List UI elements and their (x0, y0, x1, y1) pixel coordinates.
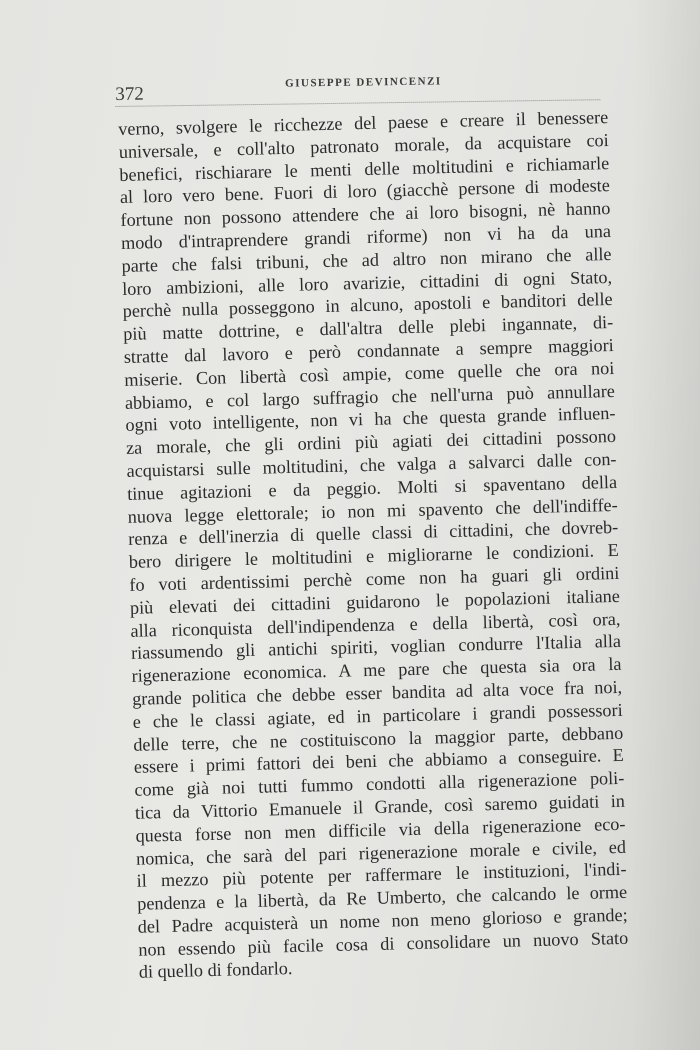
text-line: parte che falsi tribuni, che ad altro non mirano che alle (121, 243, 612, 276)
text-line: universale, e coll'alto patronato morale, da acquistare coi (118, 129, 609, 162)
text-line: questa forse non men difficile via della rigenerazione eco- (135, 813, 626, 846)
page-shadow (630, 0, 700, 1050)
text-line: loro ambizioni, alle loro avarizie, cittadini di ogni Stato, (121, 266, 613, 299)
text-line: ogni voto intelligente, non vi ha che questa grande influen- (125, 403, 616, 436)
text-line: più elevati dei cittadini guidarono le popolazioni italiane (129, 585, 621, 618)
text-line: miserie. Con libertà così ampie, come quelle che ora noi (124, 357, 615, 390)
text-line: fortune non possono attendere che ai loro bisogni, nè hanno (120, 198, 611, 231)
text-line: al loro vero bene. Fuori di loro (giacchè persone di modeste (119, 175, 611, 208)
text-line: alla riconquista dell'indipendenza e della libertà, così ora, (130, 608, 621, 641)
header-rule (115, 99, 600, 107)
text-line: nomica, che sarà del pari rigenerazione morale e civile, ed (135, 836, 627, 869)
text-line: il mezzo più potente per raffermare le instituzioni, l'indi- (136, 859, 627, 892)
page-header (115, 69, 600, 106)
text-line: tica da Vittorio Emanuele il Grande, così saremo guidati in (134, 790, 626, 823)
text-line: benefici, rischiarare le menti delle moltitudini e richiamarle (119, 152, 610, 185)
text-line: bero dirigere le moltitudini e migliorarne le condizioni. E (128, 540, 619, 573)
text-line: più matte dottrine, e dall'altra delle plebi ingannate, di- (123, 312, 614, 345)
text-line: del Padre acquisterà un nome non meno glorioso e grande; (137, 904, 628, 937)
text-line: stratte dal lavoro e però condannate a sempre maggiori (123, 334, 614, 367)
text-line-last: di quello di fondarlo. (138, 958, 293, 983)
text-line: acquistarsi sulle moltitudini, che valga a salvarci dalle con- (126, 448, 617, 481)
text-line: pendenza e la libertà, da Re Umberto, che calcando le orme (136, 881, 628, 914)
text-line: rigenerazione economica. A me pare che questa sia ora la (131, 653, 622, 686)
text-line: delle terre, che ne costituiscono la maggior parte, debbano (133, 722, 624, 755)
page-number: 372 (115, 83, 144, 105)
text-line: modo d'intraprendere grandi riforme) non vi ha da una (120, 220, 612, 253)
running-head: GIUSEPPE DEVINCENZI (285, 75, 442, 90)
text-line: grande politica che debbe esser bandita ad alta voce fra noi, (131, 676, 623, 709)
text-line: za morale, che gli ordini più agiati dei cittadini possono (125, 426, 617, 459)
text-line: non essendo più facile cosa di consolidare un nuovo Stato (138, 927, 629, 960)
text-line: nuova legge elettorale; io non mi spavento che dell'indiffe- (127, 494, 618, 527)
text-line: fo voti ardentissimi perchè come non ha guari gli ordini (129, 562, 620, 595)
text-line: tinue agitazioni e da peggio. Molti si spaventano della (126, 471, 618, 504)
text-line: abbiamo, e col largo suffragio che nell'urna può annullare (124, 380, 616, 413)
text-line: come già noi tutti fummo condotti alla rigenerazione poli- (134, 767, 625, 800)
text-line: perchè nulla posseggono in alcuno, apostoli e banditori delle (122, 289, 613, 322)
text-line: renza e dell'inerzia di quelle classi di cittadini, che dovreb- (128, 517, 619, 550)
text-line: essere i primi fattori dei beni che abbiamo a conseguire. E (133, 745, 624, 778)
text-line: e che le classi agiate, ed in particolare i grandi possessori (132, 699, 623, 732)
text-line: riassumendo gli antichi spiriti, voglian condurre l'Italia alla (130, 631, 622, 664)
text-line: verno, svolgere le ricchezze del paese e creare il benessere (118, 107, 609, 139)
body-text (118, 106, 629, 984)
